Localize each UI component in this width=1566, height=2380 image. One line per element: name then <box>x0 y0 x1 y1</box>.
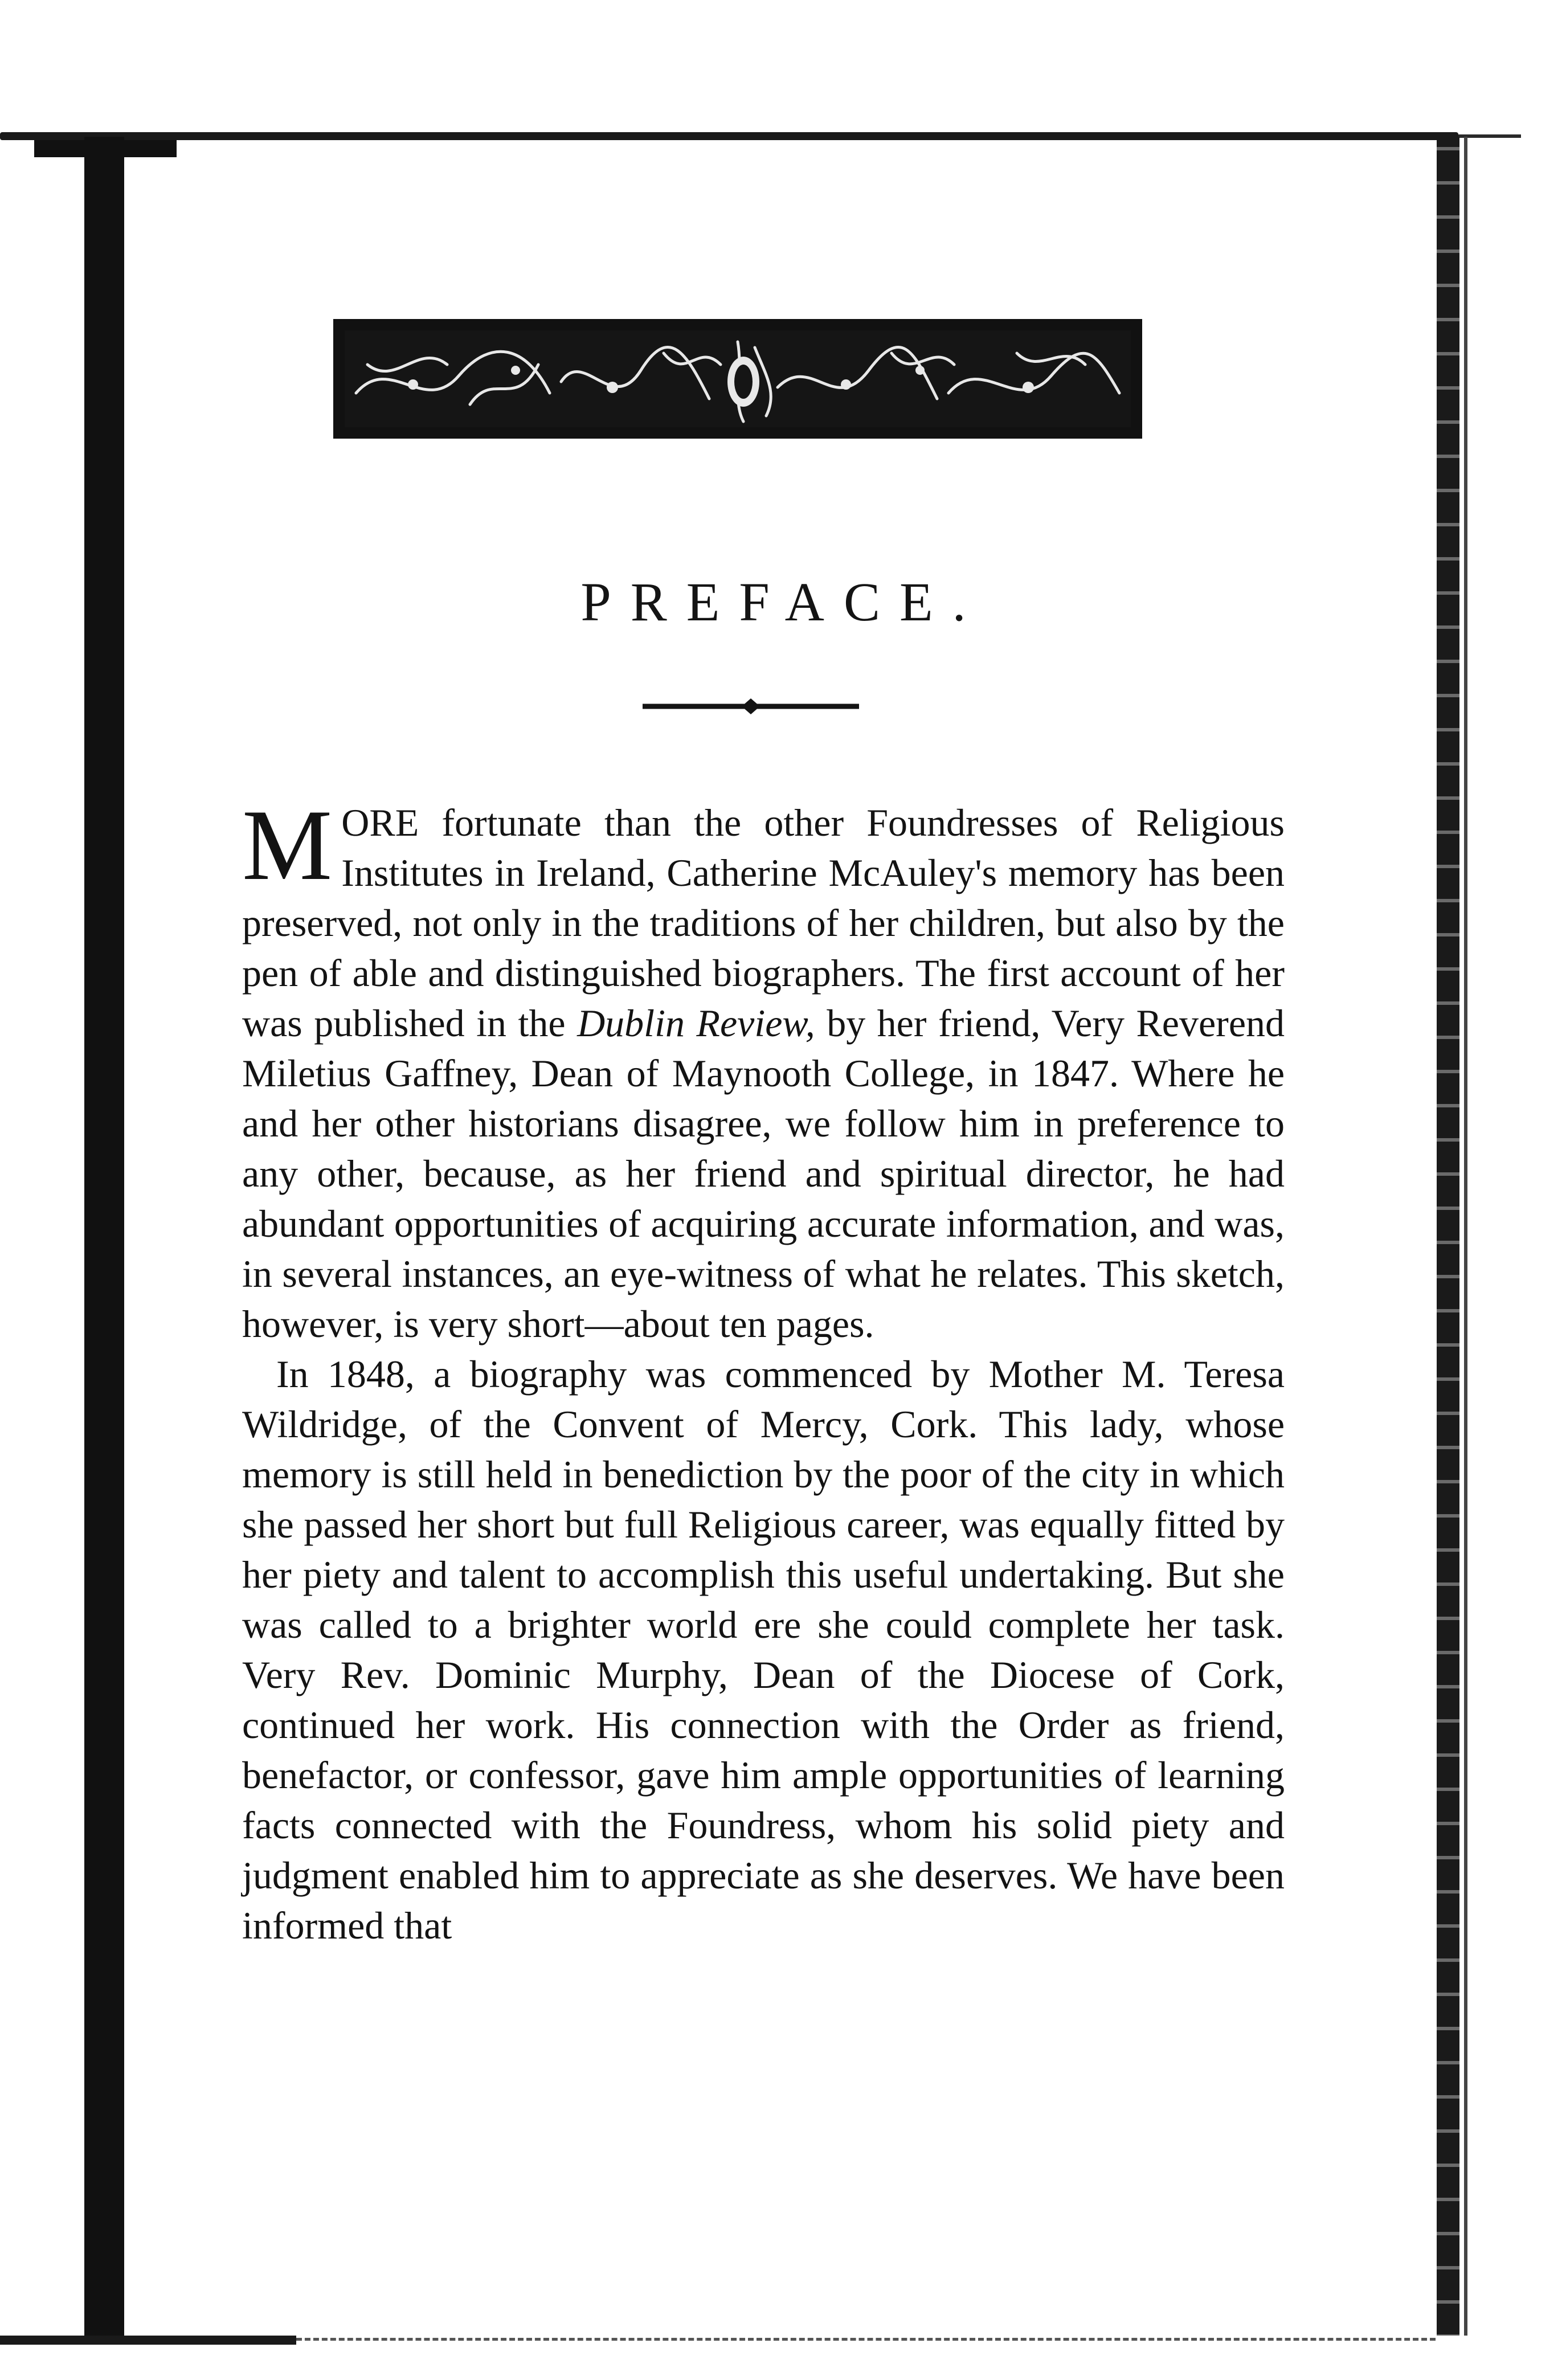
frame-top-rule-tail <box>1458 134 1521 138</box>
preface-body <box>242 788 1285 1950</box>
frame-bottom-dash <box>296 2338 1436 2341</box>
frame-top-rule <box>0 132 1458 140</box>
floral-headpiece-ornament <box>333 319 1142 439</box>
page-title: PREFACE. <box>580 571 986 633</box>
drop-cap: M <box>242 788 333 901</box>
paragraph-2: In 1848, a biography was commenced by Mother M. Teresa Wildridge, of the Convent of Mercy, Cork. This lady, whose memory is still held in benediction by the poor of the city in which she passed her short but full Religious career, was equally fitted by her piety and talent to accomplish this useful undertaking. But she was called to a brighter world ere she could complete her task. Very Rev. Dominic Murphy, Dean of the Diocese of Cork, continued her work. His connection with the Order as friend, benefactor, or confessor, gave him ample opportunities of learning facts connected with the Foundress, whom his solid piety and judgment enabled him to appreciate as she deserves. We have been informed that <box>242 1352 1285 1947</box>
frame-left-bar <box>84 137 124 2336</box>
paragraph-1 <box>242 788 1285 1349</box>
frame-bottom-rule <box>0 2336 296 2345</box>
frame-right-edge-thin <box>1464 137 1467 2336</box>
paragraph-1-text-a: ORE fortunate than the other Foundresses of Religious Institutes in Ireland, Catherine McAuley's memory has been preserved, not only in the traditions of her children, but also by the pen of able and distinguished biographers. The first account of her was published in the <box>242 801 1285 1045</box>
paragraph-1-text-b: by her friend, Very Reverend Miletius Gaffney, Dean of Maynooth College, in 1847. Where he and her other historians disagree, we follow him in preference to any other, because, as her friend and spiritual director, he had abundant opportunities of acquiring accurate information, and was, in several instances, an eye-witness of what he relates. This sketch, however, is very short—about ten pages. <box>242 1001 1285 1346</box>
diamond-divider-icon <box>643 695 859 718</box>
frame-right-edge <box>1437 137 1459 2336</box>
floral-ornament-icon <box>345 330 1131 427</box>
publication-title: Dublin Review, <box>577 1001 815 1045</box>
